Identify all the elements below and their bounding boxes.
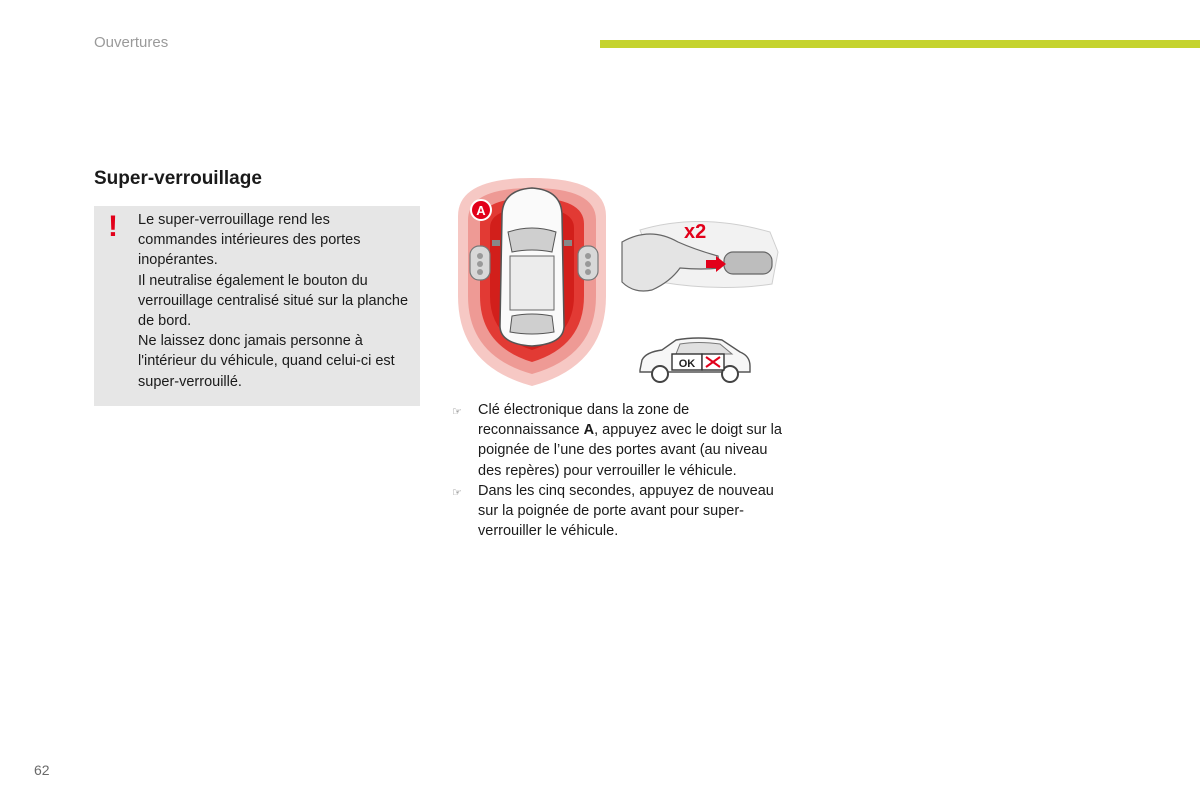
- page-heading: Super-verrouillage: [94, 168, 262, 189]
- warning-paragraph: Le super-verrouillage rend les commandes intérieures des portes inopérantes.: [138, 212, 361, 269]
- car-zone-illustration: [452, 176, 612, 388]
- instruction-list: [452, 400, 782, 541]
- pointing-hand-icon: ☞: [452, 406, 462, 418]
- page-number: 62: [34, 762, 50, 778]
- exclamation-icon: !: [108, 210, 118, 243]
- warning-text: [138, 210, 410, 392]
- press-twice-label: x2: [684, 221, 707, 243]
- pointing-hand-icon: ☞: [452, 486, 462, 499]
- ok-label: OK: [678, 358, 696, 370]
- car-lock-status-illustration: [636, 336, 754, 384]
- header-accent-bar: [600, 40, 1200, 48]
- warning-box: [94, 206, 420, 406]
- instruction-item: [452, 400, 782, 481]
- zone-label: A: [476, 203, 486, 218]
- instruction-item: [452, 481, 782, 542]
- door-handle-press-illustration: [620, 212, 780, 302]
- warning-paragraph: Il neutralise également le bouton du verrouillage centralisé situé sur la planche de bord.: [138, 272, 409, 330]
- instruction-text: Dans les cinq secondes, appuyez de nouveau sur la poignée de porte avant pour super-verrouiller le véhicule.: [478, 482, 774, 540]
- instruction-text: Clé électronique dans la zone de reconnaissance A, appuyez avec le doigt sur la poignée de l’une des portes avant (au niveau des repères) pour verrouiller le véhicule.: [478, 402, 782, 479]
- warning-paragraph: Ne laissez donc jamais personne à l'intérieur du véhicule, quand celui-ci est super-verrouillé.: [138, 333, 395, 390]
- section-title: Ouvertures: [94, 34, 169, 51]
